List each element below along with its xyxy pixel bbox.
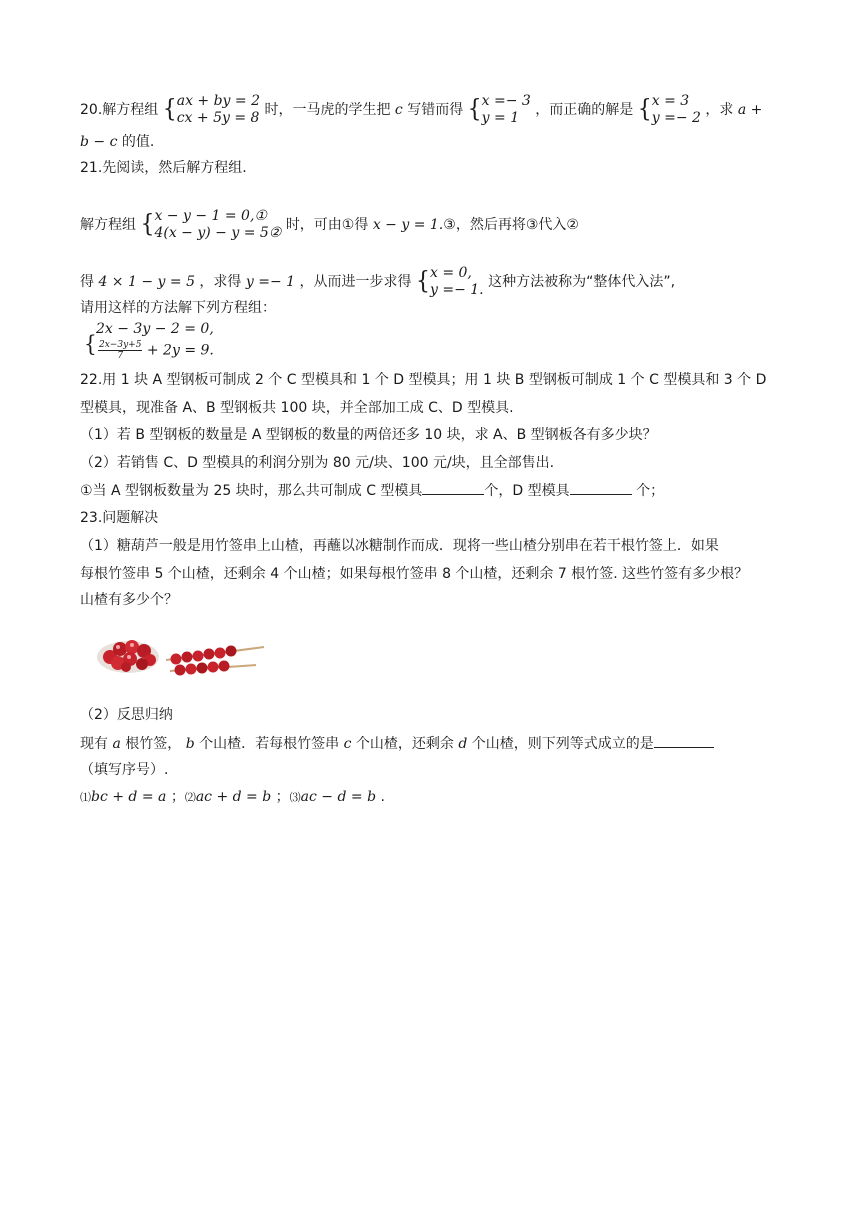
q22-line1: 22.用 1 块 A 型钢板可制成 2 个 C 型模具和 1 个 D 型模具；用 1 块 B 型钢板可制成 1 个 C 型模具和 3 个 D [80,372,767,388]
q20-var-c: c [394,102,403,118]
q20-prefix: 20.解方程组 [80,102,159,118]
q21-title: 21.先阅读，然后解方程组. [80,160,247,176]
q23-var-a: a [112,736,121,752]
q22-sub1-text-a: ①当 A 型钢板数量为 25 块时，那么共可制成 C 型模具 [80,483,423,499]
q23-p2-fill: （填写序号）. [80,762,169,778]
q23-title: 23.问题解决 [80,510,159,526]
candied-haws-illustration [96,627,266,679]
q21-text3: 得 [80,274,99,290]
q21-text2: ③，然后再将③代入② [443,217,579,233]
q22-line2: 型模具，现准备 A、B 型钢板共 100 块，并全部加工成 C、D 型模具. [80,400,514,416]
q20-right-x: x = 3 [651,93,690,109]
q22-blank-c[interactable] [422,480,484,495]
q21-system: { x − y − 1 = 0,① 4(x − y) − y = 5② [140,208,282,241]
q22-blank-d[interactable] [570,480,632,495]
q23-text-e: 个山楂，则下列等式成立的是 [467,736,654,752]
q23-p1-line1: （1）糖葫芦一般是用竹签串上山楂，再蘸以冰糖制作而成．现将一些山楂分别串在若干根竹签上．如果 [80,538,719,554]
q23-p2-line1 [80,733,714,754]
q21-frac-num: 2x−3y+5 [99,340,142,350]
q20-wrong-x: x =− 3 [481,93,531,109]
q23-opt1: bc + d = a [91,789,167,805]
q22-part2: （2）若销售 C、D 型模具的利润分别为 80 元/块、100 元/块，且全部售出. [80,455,555,471]
q22-sub1-text-c: 个； [631,483,665,499]
q22-part1: （1）若 B 型钢板的数量是 A 型钢板的数量的两倍还多 10 块，求 A、B 型钢板各有多少块？ [80,427,657,443]
q20-eq1: ax + by = 2 [176,93,261,109]
q23-opt3-num: ⑶ [289,791,301,804]
q20-expr1: a + [737,102,763,118]
q21-sol-y: y =− 1. [429,282,484,298]
q20-right-y: y =− 2 [651,110,701,126]
q23-text-a: 现有 [80,736,113,752]
q21-frac-den: 7 [117,351,124,361]
q20-text-mid1: 时，一马虎的学生把 [264,102,395,118]
q21-ask: 请用这样的方法解下列方程组： [80,300,276,316]
q21-practice-eq2 [98,340,214,361]
candied-haw-stick-icon [166,646,264,676]
q20-text-mid3: ，而正确的解是 [535,102,638,118]
q20-suffix: 的值. [117,134,155,150]
q21-eq3: x − y = 1. [372,217,444,233]
q20-line1 [80,90,762,130]
q21-eq2: 4(x − y) − y = 5② [154,225,282,241]
q23-opt2: ac + d = b [195,789,272,805]
q21-text1: 时，可由①得 [285,217,373,233]
q21-practice-eq1: 2x − 3y − 2 = 0, [96,321,214,337]
q23-opt1-num: ⑴ [80,791,91,804]
q23-text-b: 根竹签， [120,736,186,752]
q23-sep1: ； [166,789,185,805]
q20-line2 [80,132,154,152]
q21-text6: 这种方法被称为“整体代入法”, [488,274,676,290]
q21-eq5: y =− 1 [245,274,296,290]
q21-line-intro [80,205,579,245]
q23-text-c: 个山楂．若每根竹签串 [194,736,344,752]
q21-eq1: x − y − 1 = 0,① [154,208,267,224]
q23-opt3: ac − d = b [300,789,377,805]
q23-p2-title: （2）反思归纳 [80,707,173,723]
q23-sep2: ； [271,789,290,805]
q21-eq4: 4 × 1 − y = 5 [98,274,195,290]
q21-text4: ，求得 [194,274,246,290]
q22-sub1-text-b: 个，D 型模具 [484,483,570,499]
q20-right-solution: { x = 3 y =− 2 [637,93,701,126]
q23-answer-blank[interactable] [654,733,714,748]
hawthorn-image [96,627,266,679]
q23-p1-line2: 每根竹签串 5 个山楂，还剩余 4 个山楂；如果每根竹签串 8 个山楂，还剩余 7 根竹签. 这些竹签有多少根？ [80,566,749,582]
q20-text-mid4: ，求 [705,102,738,118]
q20-wrong-solution: { x =− 3 y = 1 [467,93,531,126]
q23-options [80,787,385,808]
q23-text-d: 个山楂，还剩余 [351,736,459,752]
q23-p1-line3: 山楂有多少个？ [80,592,178,608]
q20-text-mid2: 写错而得 [402,102,468,118]
q22-sub1 [80,480,664,501]
q21-text5: ，从而进一步求得 [295,274,416,290]
q21-line-derive [80,262,675,302]
q21-sol-x: x = 0, [429,265,472,281]
q21-practice-fraction [98,340,142,361]
q20-expr2: b − c [80,134,118,150]
q20-eq2: cx + 5y = 8 [176,110,260,126]
document-page: 20.解方程组 { ax + by = 2 cx + 5y = 8 时，一马虎的学生把 c 写错而得 { x =− 3 y = 1 ，而正确的解是 { x = 3 y =− 2 ，求 a + b − c 的值. 21.先阅读，然后解方程组. 解方程组 { x − y − 1 = 0,① 4(x − y) − y = 5② 时，可由①得 x − y = 1.③，然后再将③代入② 得 4 × 1 − y = 5 ，求得 y =− 1 ，从而进一步求得 { x = 0, y =− 1. 这种方法被称为“整体代入法”, 请用这样的方法解下列方程组： { 2x − 3y − 2 = 0, $\frac{2x-3y+5}{7}$ + 2y = 9. 22.用 1 块 A 型钢板可制成 2 个 C 型模具和 1 个 D 型模具；用 1 块 B 型钢板可制成 1 个 C 型模具和 3 个 D 型模具，现准备 A、B 型钢板共 100 块，并全部加工成 C、D 型模具. （1）若 B 型钢板的数量是 A 型钢板的数量的两倍还多 10 块，求 A、B 型钢板各有多少块？ （2）若销售 C、D 型模具的利润分别为 80 元/块、100 元/块，且全部售出. ①当 A 型钢板数量为 25 块时，那么共可制成 C 型模具 个，D 型模具 个； 23.问题解决 （1）糖葫芦一般是用竹签串上山楂，再蘸以冰糖制作而成．现将一些山楂分别串在若干根竹签上．如果 每根竹签串 5 个山楂，还剩余 4 个山楂；如果每根竹签串 8 个山楂，还剩余 7 根竹签. 这些竹签有多少根？ 山楂有多少个？ （2）反思归纳 现有 a 根竹签， b 个山楂．若每根竹签串 c 个山楂，还剩余 d 个山楂，则下列等式成立的是 （填写序号）. ⑴bc + d = a ；⑵ac + d = b ；⑶ac − d = b . [0,0,860,1216]
q20-system: { ax + by = 2 cx + 5y = 8 [162,93,261,126]
q23-var-b: b [185,736,195,752]
q21-solution: { x = 0, y =− 1. [415,265,484,298]
q23-end: . [376,789,385,805]
q23-var-d: d [458,736,468,752]
q23-var-c: c [343,736,352,752]
q21-practice-eq2-rest: + 2y = 9. [146,342,214,359]
q20-wrong-y: y = 1 [481,110,520,126]
q21-intro: 解方程组 [80,217,136,233]
q23-opt2-num: ⑵ [184,791,196,804]
